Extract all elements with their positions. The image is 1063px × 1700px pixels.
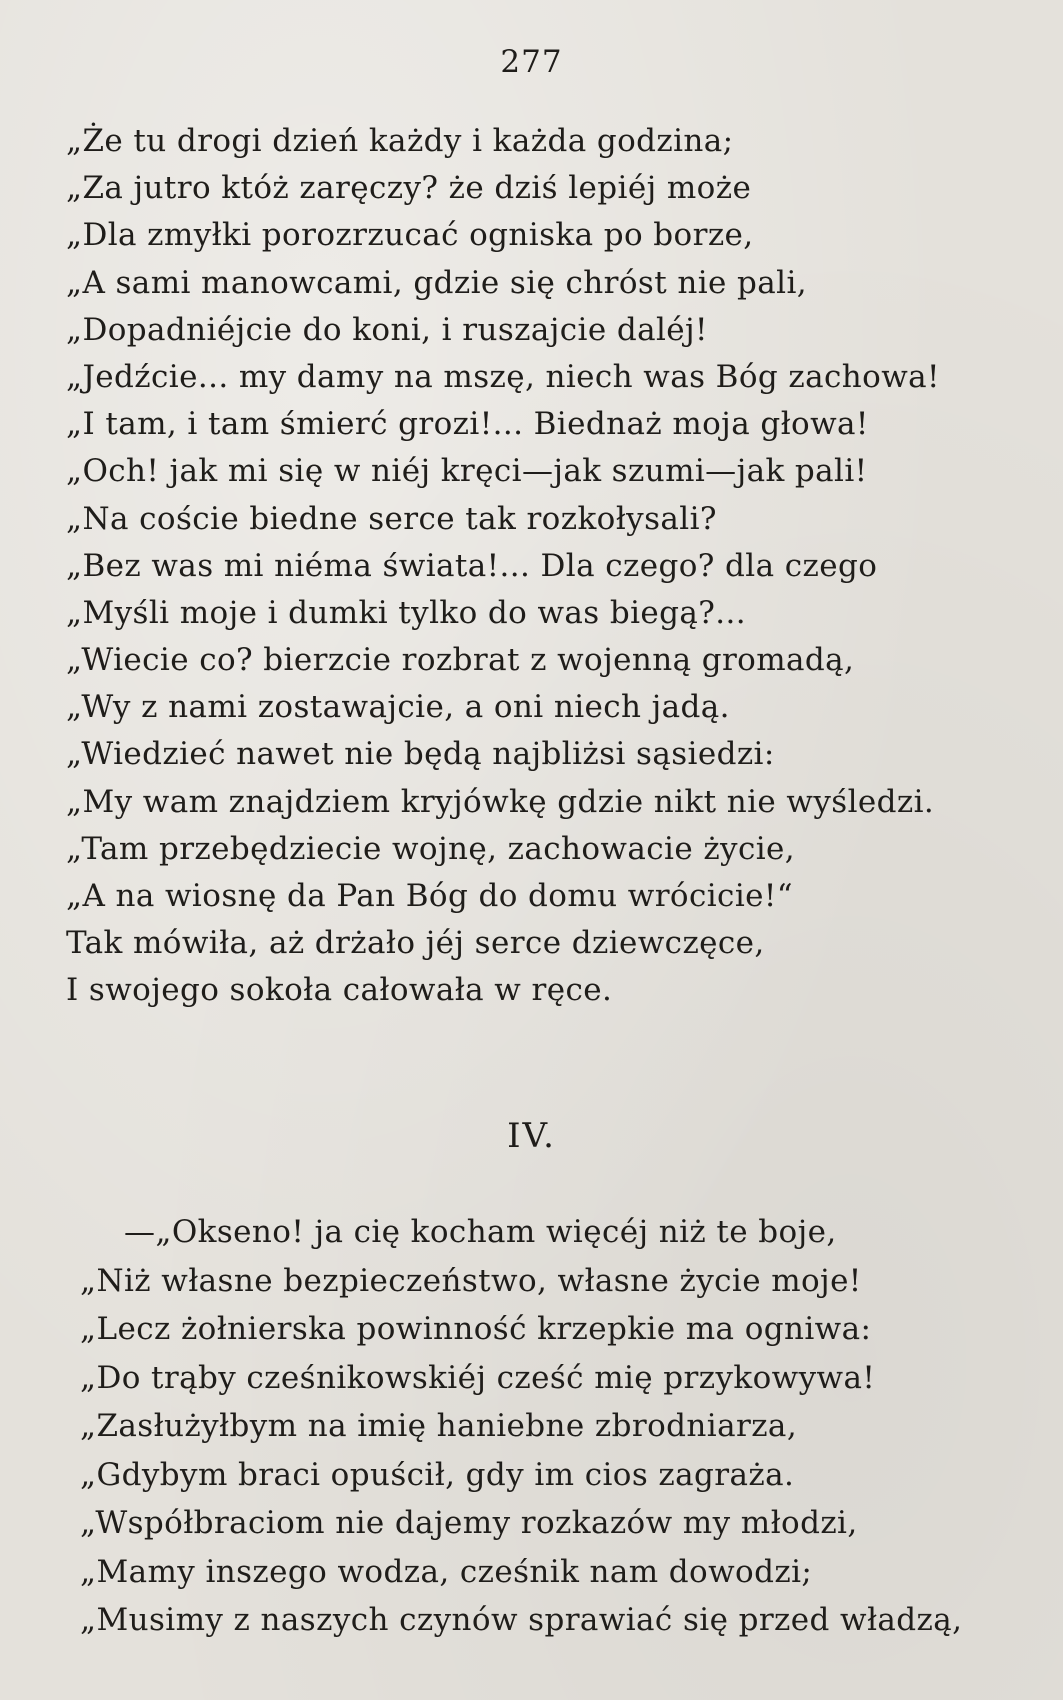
verse-line: „Musimy z naszych czynów sprawiać się przed władzą, — [80, 1602, 963, 1638]
verse-line: „Dla zmyłki porozrzucać ogniska po borze, — [66, 217, 754, 254]
verse-line: „Jedźcie... my damy na mszę, niech was Bóg zachowa! — [66, 358, 940, 395]
verse-line: „Lecz żołnierska powinność krzepkie ma ogniwa: — [80, 1311, 872, 1347]
verse-line: „Myśli moje i dumki tylko do was biegą?... — [66, 594, 747, 631]
verse-line: „Wy z nami zostawajcie, a oni niech jadą. — [66, 689, 730, 726]
verse-line: „Wiecie co? bierzcie rozbrat z wojenną gromadą, — [66, 642, 855, 679]
verse-line: „Bez was mi niéma świata!... Dla czego? dla czego — [66, 547, 878, 584]
verse-line: „Niż własne bezpieczeństwo, własne życie moje! — [80, 1262, 862, 1299]
verse-line: „Współbraciom nie dajemy rozkazów my młodzi, — [80, 1505, 858, 1541]
verse-line: „Gdybym braci opuścił, gdy im cios zagraża. — [80, 1456, 795, 1493]
verse-line: I swojego sokoła całowała w ręce. — [66, 972, 613, 1009]
verse-line: „Och! jak mi się w niéj kręci—jak szumi—jak pali! — [66, 453, 868, 490]
verse-line: „Mamy inszego wodza, cześnik nam dowodzi; — [80, 1553, 813, 1590]
verse-line: „Zasłużyłbym na imię haniebne zbrodniarza, — [80, 1408, 798, 1444]
verse-line: „Na coście biedne serce tak rozkołysali? — [66, 500, 717, 537]
page-number: 277 — [500, 44, 563, 80]
verse-line: „My wam znajdziem kryjówkę gdzie nikt nie wyśledzi. — [66, 783, 935, 820]
verse-line: „A na wiosnę da Pan Bóg do domu wrócicie!“ — [66, 878, 793, 914]
verse-line: „Dopadniéjcie do koni, i ruszajcie daléj! — [66, 311, 708, 348]
verse-line: „Tam przebędziecie wojnę, zachowacie życie, — [66, 830, 796, 867]
verse-line: „Że tu drogi dzień każdy i każda godzina; — [66, 123, 734, 159]
verse-line: —„Okseno! ja cię kocham więcéj niż te boje, — [124, 1214, 837, 1250]
verse-line: „A sami manowcami, gdzie się chróst nie pali, — [66, 264, 808, 301]
stanza-2 — [80, 1208, 1040, 1645]
verse-line: Tak mówiła, aż drżało jéj serce dziewczęce, — [66, 925, 765, 962]
stanza-1 — [66, 118, 1036, 1015]
verse-line: „Wiedzieć nawet nie będą najbliżsi sąsiedzi: — [66, 736, 775, 773]
verse-line: „I tam, i tam śmierć grozi!... Biednaż moja głowa! — [66, 406, 869, 443]
section-heading: IV. — [507, 1116, 556, 1156]
verse-line: „Do trąby cześnikowskiéj cześć mię przykowywa! — [80, 1359, 876, 1396]
verse-line: „Za jutro któż zaręczy? że dziś lepiéj może — [66, 170, 752, 207]
